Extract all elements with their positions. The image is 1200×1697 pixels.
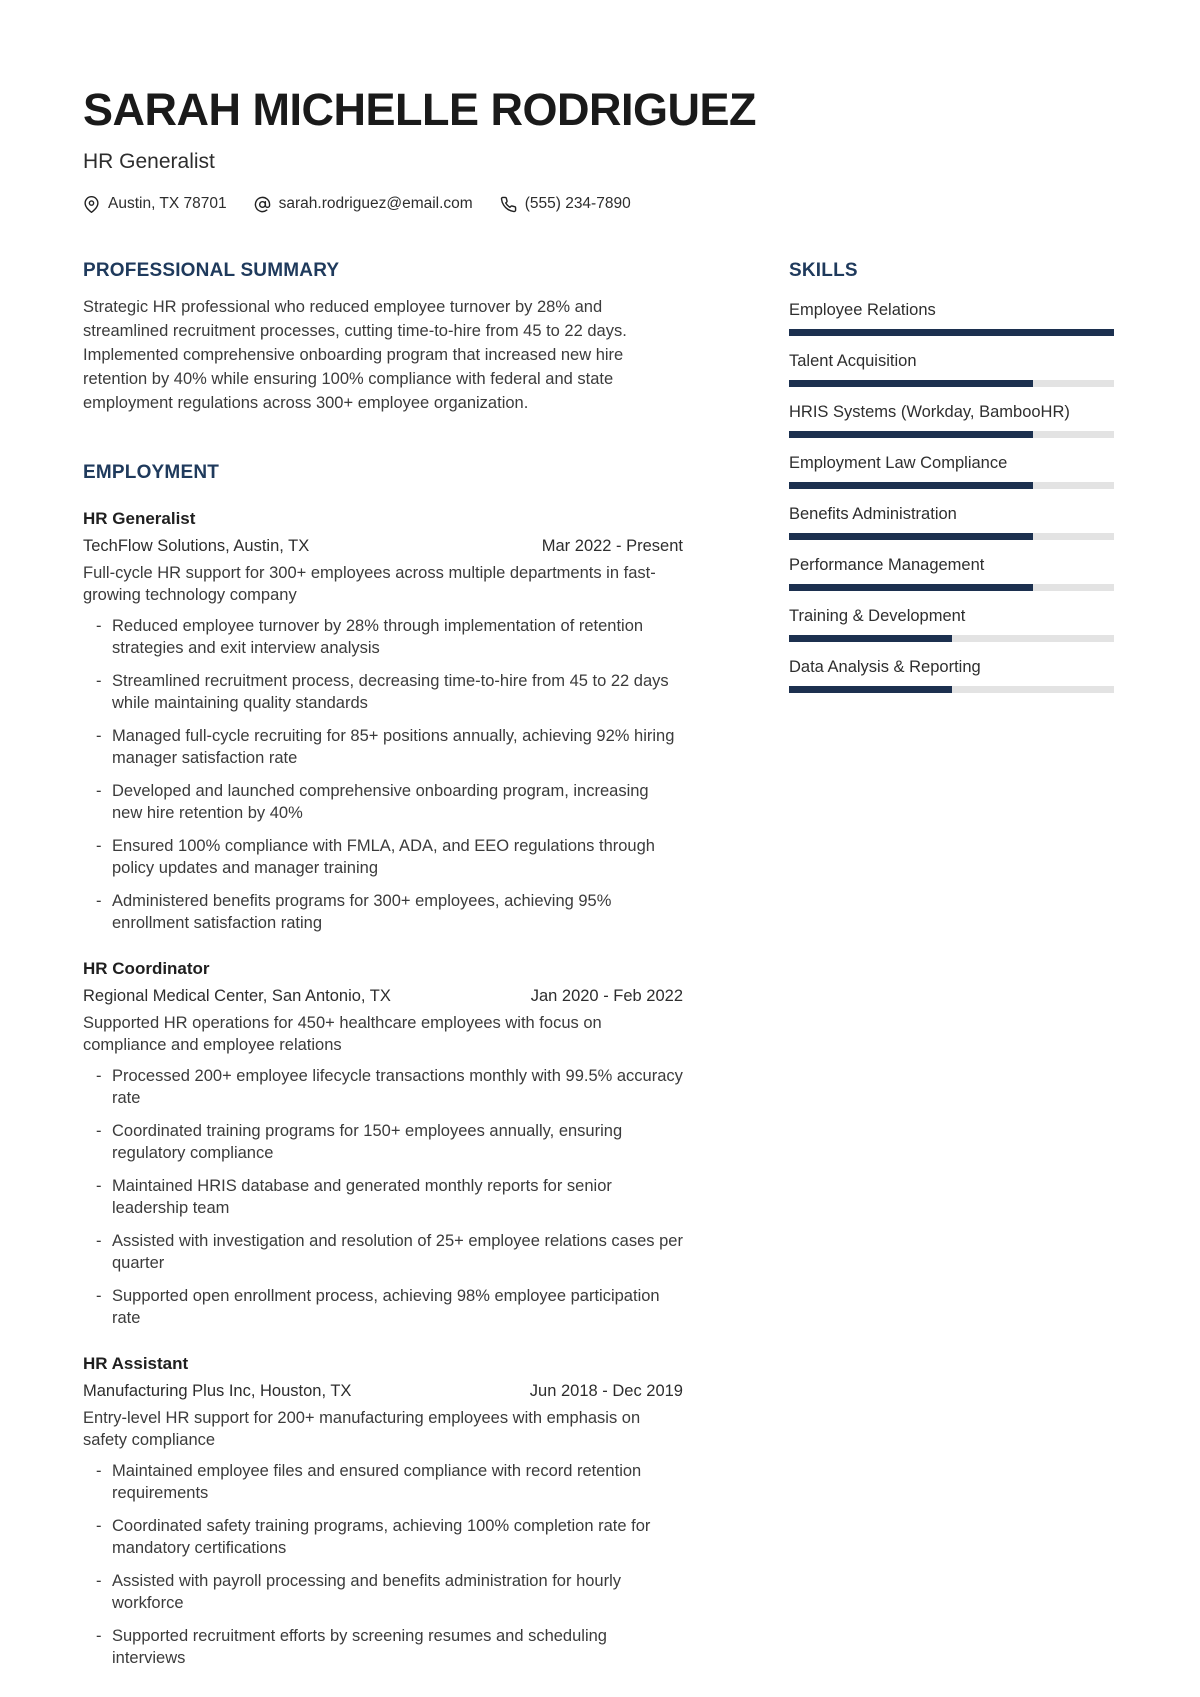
skill-bar-track <box>789 482 1114 489</box>
content-columns <box>83 260 1117 1681</box>
skill-label: Benefits Administration <box>789 505 957 524</box>
job-bullet: - Ensured 100% compliance with FMLA, ADA, and EEO regulations through policy updates and manager training <box>83 836 683 879</box>
column-gap <box>683 260 789 1681</box>
job-entry <box>83 958 683 1329</box>
jobs-list <box>83 508 683 1669</box>
job-company: Manufacturing Plus Inc, Houston, TX <box>83 1382 352 1401</box>
skill-bar-track <box>789 533 1114 540</box>
job-bullet: - Coordinated safety training programs, achieving 100% completion rate for mandatory certifications <box>83 1516 683 1559</box>
skill-item <box>789 350 1114 387</box>
skill-bar-fill <box>789 533 1033 540</box>
job-bullet: - Managed full-cycle recruiting for 85+ positions annually, achieving 92% hiring manager satisfaction rate <box>83 726 683 769</box>
job-entry <box>83 1353 683 1669</box>
contact-email-text: sarah.rodriguez@email.com <box>278 195 473 213</box>
summary-section <box>83 260 683 415</box>
skill-item <box>789 554 1114 591</box>
contact-location <box>83 195 227 213</box>
job-description: Entry-level HR support for 200+ manufacturing employees with emphasis on safety compliance <box>83 1409 641 1450</box>
skills-list <box>789 299 1114 693</box>
job-bullet: - Supported recruitment efforts by screening resumes and scheduling interviews <box>83 1626 683 1669</box>
job-meta-row <box>83 537 683 556</box>
job-dates: Jan 2020 - Feb 2022 <box>530 987 683 1006</box>
job-dates: Mar 2022 - Present <box>541 537 683 556</box>
location-pin-icon <box>83 196 100 213</box>
skill-bar-track <box>789 584 1114 591</box>
main-column <box>83 260 683 1681</box>
skill-label: Employment Law Compliance <box>789 454 1008 473</box>
contact-row <box>83 195 1117 213</box>
job-bullets <box>83 616 683 934</box>
skills-section <box>789 260 1114 693</box>
job-title: HR Generalist <box>83 508 196 528</box>
summary-text: Strategic HR professional who reduced employee turnover by 28% and streamlined recruitment processes, cutting time-to-hire from 45 to 22 days. Implemented comprehensive onboarding program that increased new hire retention by 40% while ensuring 100% compliance with federal and state employment regulations across 300+ employee organization. <box>83 298 627 413</box>
skill-bar-track <box>789 431 1114 438</box>
skill-bar-fill <box>789 329 1114 336</box>
skill-item <box>789 605 1114 642</box>
skill-label: Training & Development <box>789 607 966 626</box>
skill-bar-track <box>789 635 1114 642</box>
skill-label: Performance Management <box>789 556 985 575</box>
skills-heading: SKILLS <box>789 260 858 282</box>
job-meta-row <box>83 987 683 1006</box>
job-title: HR Assistant <box>83 1354 189 1374</box>
job-bullets <box>83 1066 683 1329</box>
job-title: HR Coordinator <box>83 959 210 979</box>
job-description: Full-cycle HR support for 300+ employees across multiple departments in fast-growing technology company <box>83 564 656 605</box>
job-bullet: - Developed and launched comprehensive onboarding program, increasing new hire retention by 40% <box>83 781 683 824</box>
skill-item <box>789 401 1114 438</box>
at-sign-icon <box>254 196 271 213</box>
job-entry <box>83 508 683 934</box>
skill-label: Talent Acquisition <box>789 352 917 371</box>
job-bullet: - Maintained employee files and ensured compliance with record retention requirements <box>83 1461 683 1504</box>
skill-bar-fill <box>789 482 1033 489</box>
resume-header <box>83 86 1117 213</box>
job-meta-row <box>83 1382 683 1401</box>
skill-bar-track <box>789 380 1114 387</box>
skill-bar-fill <box>789 635 952 642</box>
skill-item <box>789 656 1114 693</box>
job-bullet: - Supported open enrollment process, achieving 98% employee participation rate <box>83 1286 683 1329</box>
summary-heading: PROFESSIONAL SUMMARY <box>83 260 340 282</box>
skill-bar-track <box>789 329 1114 336</box>
skill-item <box>789 452 1114 489</box>
contact-phone-text: (555) 234-7890 <box>524 195 631 213</box>
skill-label: Employee Relations <box>789 301 936 320</box>
sidebar-column <box>789 260 1114 1681</box>
skill-bar-fill <box>789 686 952 693</box>
employment-section <box>83 462 683 1669</box>
job-company: Regional Medical Center, San Antonio, TX <box>83 987 391 1006</box>
job-bullets <box>83 1461 683 1669</box>
person-name: SARAH MICHELLE RODRIGUEZ <box>83 84 756 135</box>
contact-phone <box>500 195 631 213</box>
skill-bar-fill <box>789 380 1033 387</box>
skill-label: HRIS Systems (Workday, BambooHR) <box>789 403 1070 422</box>
job-bullet: - Reduced employee turnover by 28% through implementation of retention strategies and exit interview analysis <box>83 616 683 659</box>
job-bullet: - Processed 200+ employee lifecycle transactions monthly with 99.5% accuracy rate <box>83 1066 683 1109</box>
skill-item <box>789 299 1114 336</box>
skill-bar-track <box>789 686 1114 693</box>
job-bullet: - Streamlined recruitment process, decreasing time-to-hire from 45 to 22 days while maintaining quality standards <box>83 671 683 714</box>
skill-bar-fill <box>789 431 1033 438</box>
phone-icon <box>500 196 517 213</box>
job-description: Supported HR operations for 450+ healthcare employees with focus on compliance and employee relations <box>83 1014 602 1055</box>
employment-heading: EMPLOYMENT <box>83 462 220 484</box>
job-company: TechFlow Solutions, Austin, TX <box>83 537 310 556</box>
skill-item <box>789 503 1114 540</box>
job-bullet: - Assisted with investigation and resolution of 25+ employee relations cases per quarter <box>83 1231 683 1274</box>
job-bullet: - Coordinated training programs for 150+ employees annually, ensuring regulatory compliance <box>83 1121 683 1164</box>
job-bullet: - Administered benefits programs for 300+ employees, achieving 95% enrollment satisfaction rating <box>83 891 683 934</box>
job-bullet: - Maintained HRIS database and generated monthly reports for senior leadership team <box>83 1176 683 1219</box>
job-bullet: - Assisted with payroll processing and benefits administration for hourly workforce <box>83 1571 683 1614</box>
skill-label: Data Analysis & Reporting <box>789 658 981 677</box>
person-title: HR Generalist <box>83 150 215 174</box>
job-dates: Jun 2018 - Dec 2019 <box>529 1382 683 1401</box>
skill-bar-fill <box>789 584 1033 591</box>
contact-email <box>254 195 473 213</box>
contact-location-text: Austin, TX 78701 <box>108 195 227 213</box>
